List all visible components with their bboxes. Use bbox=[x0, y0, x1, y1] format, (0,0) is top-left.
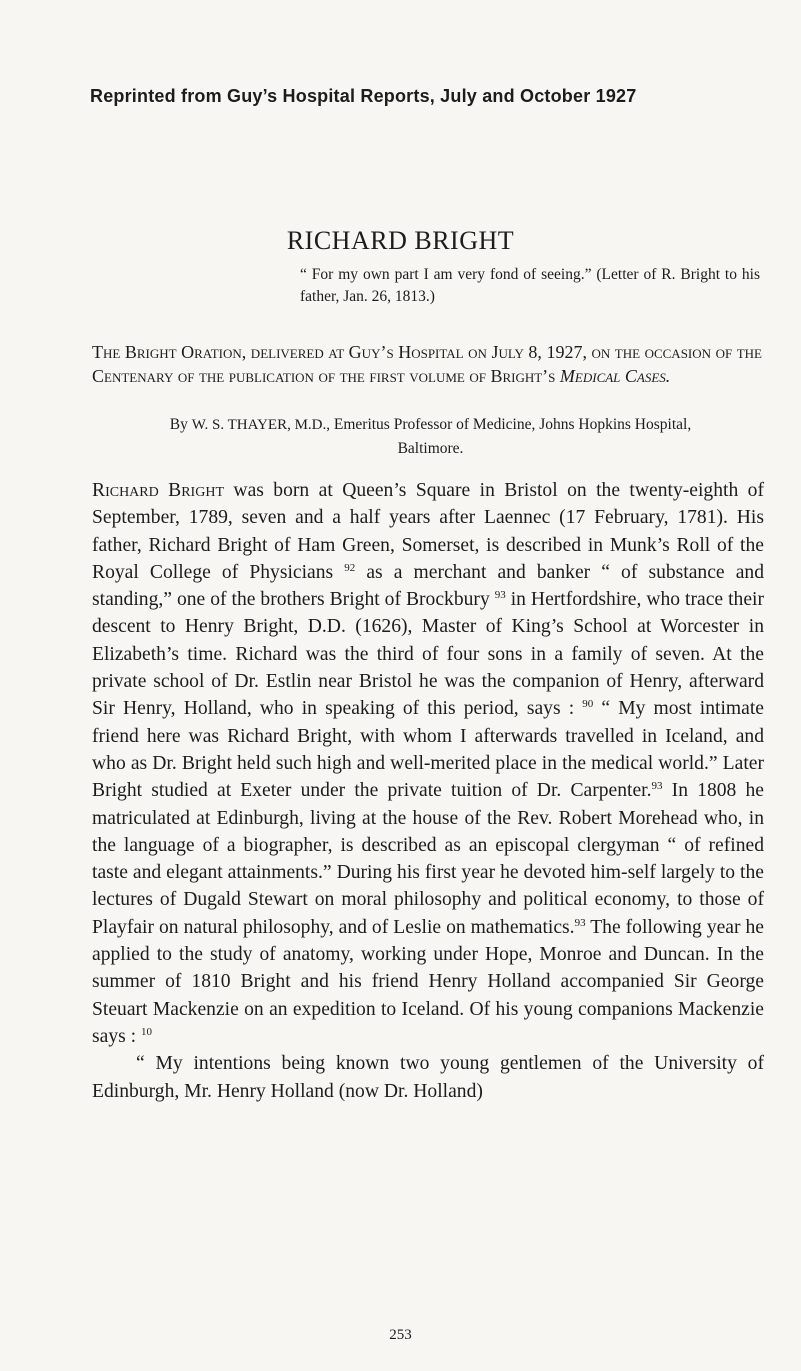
article-title: RICHARD BRIGHT bbox=[286, 226, 515, 255]
text-segment: was born at Queen’s Square in Bristol on the twenty-eighth of September, 1789, seven and a half years after Laennec (17 February, 1781). His father, Richard Bright of Ham Green, Somerset, is described in Munk’s Roll of the Royal College of Physicians bbox=[92, 480, 764, 583]
text-segment: in Hertfordshire, who trace their descent to Henry Bright, D.D. (1626), Master of King’s School at Worcester in Elizabeth’s time. Richard was the third of four sons in a family of seven. At the private school of Dr. Estlin near Bristol he was the companion of Henry, afterward Sir Henry, Holland, who in speaking of this period, says : bbox=[92, 589, 764, 720]
quote-paragraph: “ My intentions being known two young gentlemen of the University of Edinburgh, Mr. Henry Holland (now Dr. Holland) bbox=[92, 1053, 764, 1102]
footnote-ref: 92 bbox=[344, 561, 356, 574]
text-segment: as a merchant and banker “ of substance and standing,” one of the brothers Bright of Brockbury bbox=[92, 561, 764, 611]
footnote-ref: 90 bbox=[582, 698, 594, 711]
author-by: By bbox=[169, 416, 188, 433]
text-segment: “ My most intimate friend here was Richard Bright, with whom I afterwards travelled in Iceland, and who as Dr. Bright held such high and well-merited place in the medical world.” Later Bright studied at Exeter under the private tuition of Dr. Carpenter. bbox=[92, 698, 764, 802]
lead-words: Richard Bright bbox=[92, 480, 224, 501]
medical-cases-title: Medical Cases. bbox=[559, 366, 671, 386]
footnote-ref: 93 bbox=[574, 916, 586, 929]
paragraph bbox=[92, 477, 764, 1050]
oration-subtitle-text: The Bright Oration, delivered at Guy’s Hospital on July 8, 1927, on the occasion of the Centenary of the publication of the first volume of Bright’s bbox=[92, 342, 762, 386]
epigraph: “ For my own part I am very fond of seeing.” (Letter of R. Bright to his father, Jan. 26, 1813.) bbox=[300, 266, 760, 305]
text-segment: The following year he applied to the study of anatomy, working under Hope, Monroe and Duncan. In the summer of 1810 Bright and his friend Henry Holland accompanied Sir George Steuart Mackenzie on an expedition to Iceland. Of his young companions Mackenzie says : bbox=[92, 916, 765, 1047]
author-line bbox=[138, 413, 723, 460]
footnote-ref: 93 bbox=[651, 780, 663, 793]
article-body bbox=[92, 477, 764, 1105]
footnote-ref: 93 bbox=[494, 589, 506, 602]
oration-subtitle bbox=[92, 340, 762, 388]
text-segment: In 1808 he matriculated at Edinburgh, living at the house of the Rev. Robert Morehead who, in the language of a biographer, is described as an episcopal clergyman “ of refined taste and elegant attainments.” During his first year he devoted him-self largely to the lectures of Dugald Stewart on moral philosophy and political economy, to those of Playfair on natural philosophy, and of Leslie on mathematics. bbox=[92, 780, 764, 938]
page-number: 253 bbox=[389, 1327, 412, 1343]
reprint-note: Reprinted from Guy’s Hospital Reports, July and October 1927 bbox=[90, 86, 637, 106]
author-affiliation: Emeritus Professor of Medicine, Johns Hopkins Hospital, Baltimore. bbox=[333, 416, 692, 457]
footnote-ref: 10 bbox=[140, 1025, 152, 1038]
author-name: W. S. THAYER, M.D., bbox=[191, 417, 330, 433]
